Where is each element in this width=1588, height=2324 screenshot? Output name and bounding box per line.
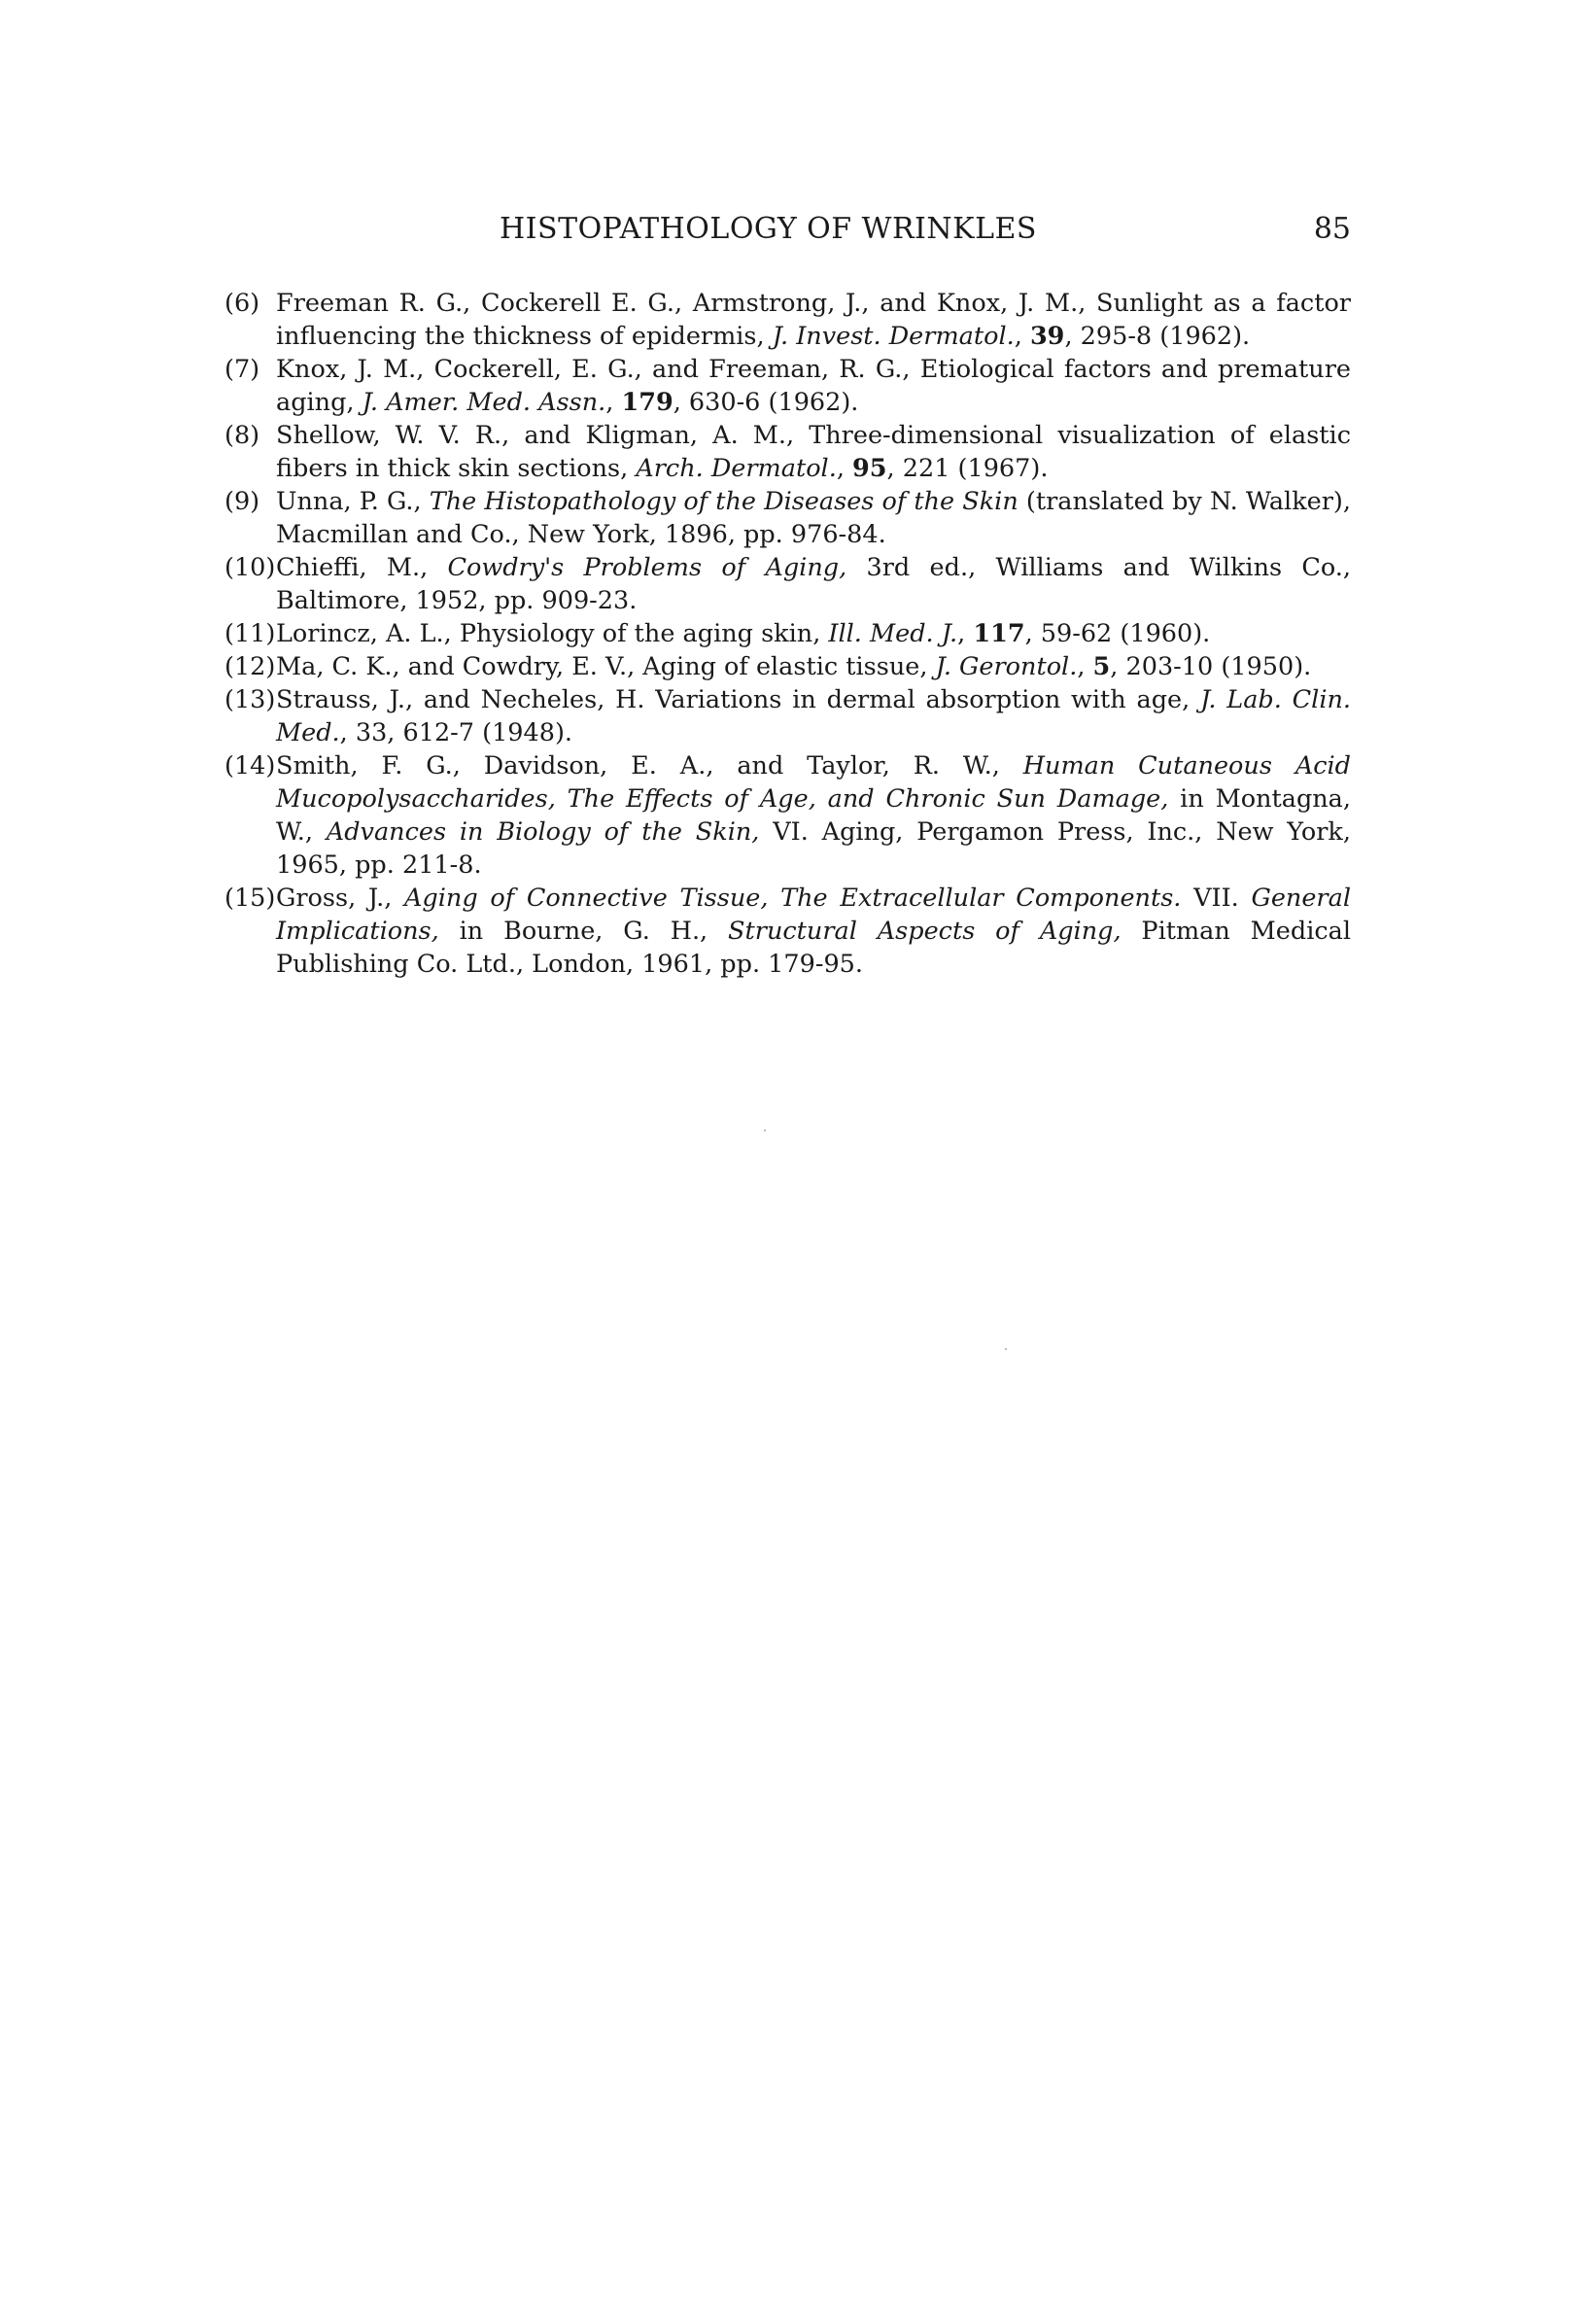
reference-item bbox=[224, 683, 1351, 749]
reference-number: (7) bbox=[224, 355, 260, 384]
reference-number: (15) bbox=[224, 884, 276, 913]
reference-text bbox=[276, 884, 1351, 979]
reference-segment: Shellow, W. V. R., and Kligman, A. M., Three-dimensional visualization of elastic fibers in thick skin sections, bbox=[276, 421, 1351, 483]
reference-text bbox=[276, 553, 1351, 615]
reference-segment: VI. Aging, Pergamon Press, Inc., New York, 1965, pp. 211-8. bbox=[276, 817, 1351, 880]
reference-italic-segment: J. Amer. Med. Assn. bbox=[362, 388, 606, 417]
reference-text bbox=[276, 652, 1311, 681]
reference-italic-segment: Structural Aspects of Aging, bbox=[728, 917, 1122, 946]
reference-item bbox=[224, 485, 1351, 551]
reference-segment: Unna, P. G., bbox=[276, 487, 430, 516]
reference-italic-segment: Advances in Biology of the Skin, bbox=[326, 817, 760, 847]
reference-volume: 5 bbox=[1092, 652, 1111, 681]
reference-segment: Smith, F. G., Davidson, E. A., and Taylor, R. W., bbox=[276, 751, 1023, 780]
scan-speck bbox=[1005, 1348, 1007, 1350]
reference-segment: 3rd ed., Williams and Wilkins Co., Baltimore, 1952, pp. 909-23. bbox=[276, 553, 1352, 615]
reference-volume: 117 bbox=[973, 619, 1025, 648]
reference-segment: Lorincz, A. L., Physiology of the aging skin, bbox=[276, 619, 829, 648]
reference-segment: , 221 (1967). bbox=[886, 454, 1049, 483]
reference-segment: Freeman R. G., Cockerell E. G., Armstrong, J., and Knox, J. M., Sunlight as a factor influencing the thickness of epidermis, bbox=[276, 289, 1351, 351]
reference-segment: Knox, J. M., Cockerell, E. G., and Freeman, R. G., Etiological factors and premature aging, bbox=[276, 355, 1351, 417]
reference-segment: Gross, J., bbox=[276, 884, 405, 913]
reference-number: (6) bbox=[224, 289, 260, 318]
reference-segment: , bbox=[1014, 322, 1030, 351]
reference-text bbox=[276, 751, 1351, 880]
reference-segment: Pitman Medical Publishing Co. Ltd., London, 1961, pp. 179-95. bbox=[276, 917, 1351, 979]
reference-item bbox=[224, 882, 1351, 981]
reference-item bbox=[224, 353, 1351, 419]
reference-italic-segment: General Implications, bbox=[276, 884, 1351, 946]
reference-text bbox=[276, 289, 1351, 351]
reference-item bbox=[224, 551, 1351, 617]
reference-segment: (translated by N. Walker), Macmillan and Co., New York, 1896, pp. 976-84. bbox=[276, 487, 1351, 549]
reference-segment: Ma, C. K., and Cowdry, E. V., Aging of elastic tissue, bbox=[276, 652, 936, 681]
reference-segment: , bbox=[836, 454, 853, 483]
reference-number: (14) bbox=[224, 751, 276, 780]
reference-segment: VII. bbox=[1181, 884, 1252, 913]
reference-volume: 39 bbox=[1029, 322, 1065, 351]
reference-volume: 95 bbox=[852, 454, 887, 483]
reference-number: (11) bbox=[224, 619, 276, 648]
reference-italic-segment: Aging of Connective Tissue, The Extracellular Components. bbox=[404, 884, 1182, 913]
reference-text bbox=[276, 421, 1351, 483]
reference-segment: , bbox=[1077, 652, 1093, 681]
reference-italic-segment: Arch. Dermatol. bbox=[636, 454, 837, 483]
reference-number: (10) bbox=[224, 553, 276, 582]
reference-number: (13) bbox=[224, 685, 276, 714]
reference-segment: in Montagna, W., bbox=[276, 784, 1351, 847]
reference-segment: , 33, 612-7 (1948). bbox=[339, 718, 573, 747]
reference-italic-segment: J. Gerontol. bbox=[935, 652, 1078, 681]
reference-segment: Chieffi, M., bbox=[276, 553, 448, 582]
reference-item bbox=[224, 419, 1351, 485]
reference-italic-segment: J. Lab. Clin. Med. bbox=[276, 685, 1352, 747]
reference-text bbox=[276, 685, 1351, 747]
reference-italic-segment: J. Invest. Dermatol. bbox=[772, 322, 1015, 351]
reference-segment: , 295-8 (1962). bbox=[1064, 322, 1251, 351]
reference-number: (8) bbox=[224, 421, 260, 450]
page-number: 85 bbox=[1313, 212, 1351, 246]
reference-italic-segment: The Histopathology of the Diseases of the Skin bbox=[429, 487, 1018, 516]
reference-item bbox=[224, 287, 1351, 353]
reference-text bbox=[276, 355, 1351, 417]
reference-segment: Strauss, J., and Necheles, H. Variations in dermal absorption with age, bbox=[276, 685, 1201, 714]
reference-segment: , bbox=[957, 619, 974, 648]
reference-number: (12) bbox=[224, 652, 276, 681]
scan-speck bbox=[764, 1129, 766, 1131]
reference-number: (9) bbox=[224, 487, 260, 516]
running-title: HISTOPATHOLOGY OF WRINKLES bbox=[500, 212, 1037, 246]
reference-italic-segment: Ill. Med. J. bbox=[828, 619, 958, 648]
page-header bbox=[500, 212, 1351, 251]
reference-item bbox=[224, 650, 1351, 683]
reference-segment: , 630-6 (1962). bbox=[673, 388, 859, 417]
reference-list bbox=[224, 287, 1351, 981]
reference-text bbox=[276, 619, 1210, 648]
reference-italic-segment: Cowdry's Problems of Aging, bbox=[447, 553, 847, 582]
reference-segment: in Bourne, G. H., bbox=[438, 917, 729, 946]
reference-volume: 179 bbox=[621, 388, 673, 417]
reference-segment: , 203-10 (1950). bbox=[1110, 652, 1312, 681]
reference-item bbox=[224, 617, 1351, 650]
reference-italic-segment: Human Cutaneous Acid Mucopolysaccharides, The Effects of Age, and Chronic Sun Damage, bbox=[276, 751, 1351, 814]
reference-text bbox=[276, 487, 1351, 549]
reference-item bbox=[224, 749, 1351, 882]
reference-segment: , 59-62 (1960). bbox=[1024, 619, 1211, 648]
reference-segment: , bbox=[605, 388, 622, 417]
